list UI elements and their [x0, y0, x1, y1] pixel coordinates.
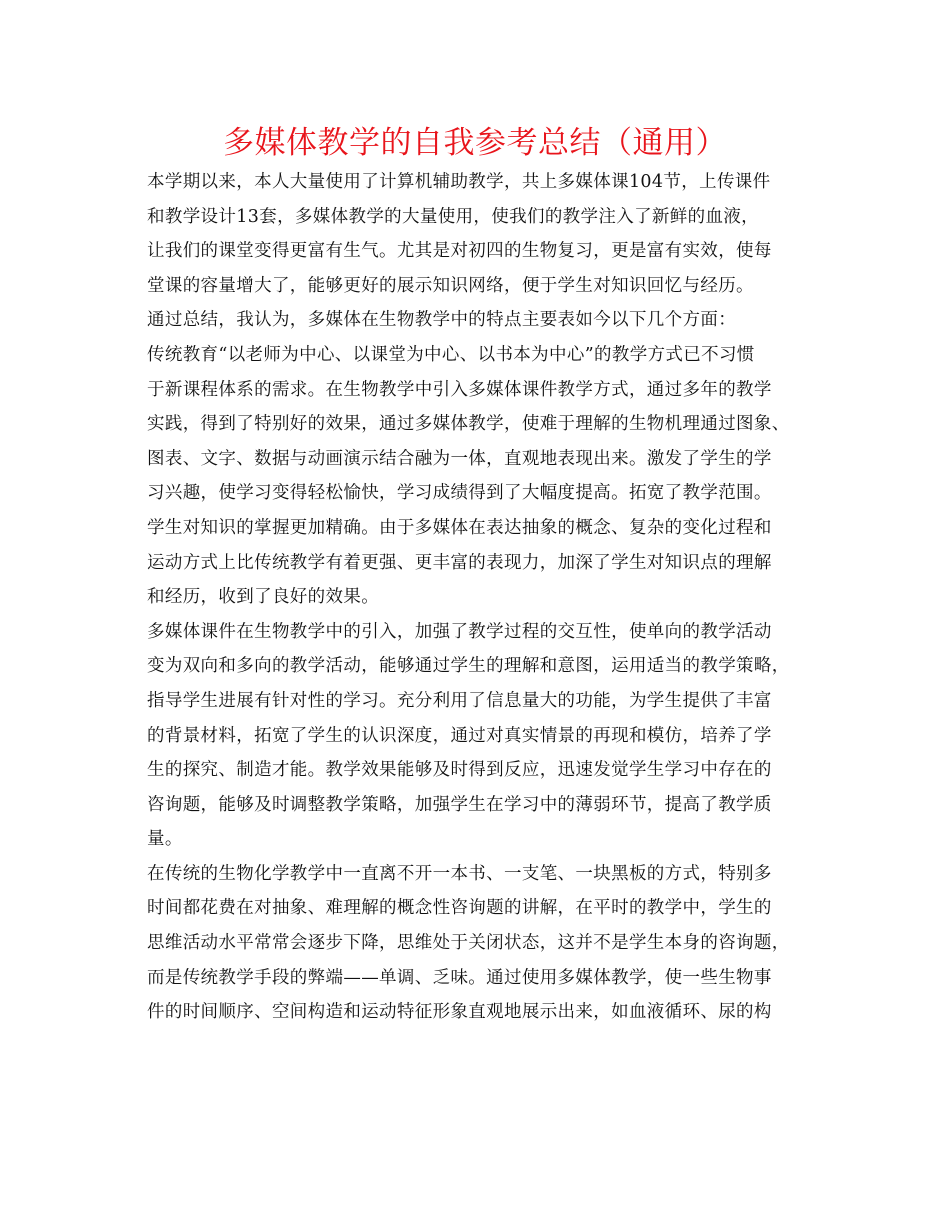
body-line: 堂课的容量增大了，能够更好的展示知识网络，便于学生对知识回忆与经历。: [147, 275, 754, 296]
document-title: 多媒体教学的自我参考总结（通用）: [223, 125, 727, 161]
body-line: 学生对知识的掌握更加精确。由于多媒体在表达抽象的概念、复杂的变化过程和: [147, 517, 772, 538]
document-body: [147, 165, 807, 1030]
body-line: 指导学生进展有针对性的学习。充分利用了信息量大的功能，为学生提供了丰富: [147, 690, 772, 711]
body-line: 运动方式上比传统教学有着更强、更丰富的表现力，加深了学生对知识点的理解: [147, 552, 772, 573]
body-line: 让我们的课堂变得更富有生气。尤其是对初四的生物复习，更是富有实效，使每: [147, 241, 772, 262]
body-line: 在传统的生物化学教学中一直离不开一本书、一支笔、一块黑板的方式，特别多: [147, 863, 772, 884]
body-line: 件的时间顺序、空间构造和运动特征形象直观地展示出来，如血液循环、尿的构: [147, 1002, 772, 1023]
body-line: 多媒体课件在生物教学中的引入，加强了教学过程的交互性，使单向的教学活动: [147, 621, 772, 642]
body-line: 习兴趣，使学习变得轻松愉快，学习成绩得到了大幅度提高。拓宽了教学范围。: [147, 483, 772, 504]
body-line: 的背景材料，拓宽了学生的认识深度，通过对真实情景的再现和模仿，培养了学: [147, 725, 772, 746]
body-line: 量。: [147, 829, 183, 850]
body-line: 和教学设计13套，多媒体教学的大量使用，使我们的教学注入了新鲜的血液，: [147, 206, 760, 227]
body-line: 通过总结，我认为，多媒体在生物教学中的特点主要表如今以下几个方面：: [147, 310, 737, 331]
body-line: 本学期以来，本人大量使用了计算机辅助教学，共上多媒体课104节，上传课件: [147, 172, 771, 192]
body-line: 时间都花费在对抽象、难理解的概念性咨询题的讲解，在平时的教学中，学生的: [147, 898, 772, 919]
body-line: 咨询题，能够及时调整教学策略，加强学生在学习中的薄弱环节，提高了教学质: [147, 794, 772, 815]
body-line: 实践，得到了特别好的效果，通过多媒体教学，使难于理解的生物机理通过图象、: [147, 414, 790, 435]
body-line: 图表、文字、数据与动画演示结合融为一体，直观地表现出来。激发了学生的学: [147, 448, 772, 469]
body-line: 和经历，收到了良好的效果。: [147, 587, 380, 608]
body-line: 变为双向和多向的教学活动，能够通过学生的理解和意图，运用适当的教学策略，: [147, 656, 790, 677]
body-line: 于新课程体系的需求。在生物教学中引入多媒体课件教学方式，通过多年的教学: [147, 379, 772, 400]
body-line: 生的探究、制造才能。教学效果能够及时得到反应，迅速发觉学生学习中存在的: [147, 760, 772, 781]
body-line: 传统教育“以老师为中心、以课堂为中心、以书本为中心”的教学方式已不习惯: [147, 344, 755, 365]
body-line: 而是传统教学手段的弊端——单调、乏味。通过使用多媒体教学，使一些生物事: [147, 967, 772, 988]
body-line: 思维活动水平常常会逐步下降，思维处于关闭状态，这并不是学生本身的咨询题，: [147, 933, 790, 954]
